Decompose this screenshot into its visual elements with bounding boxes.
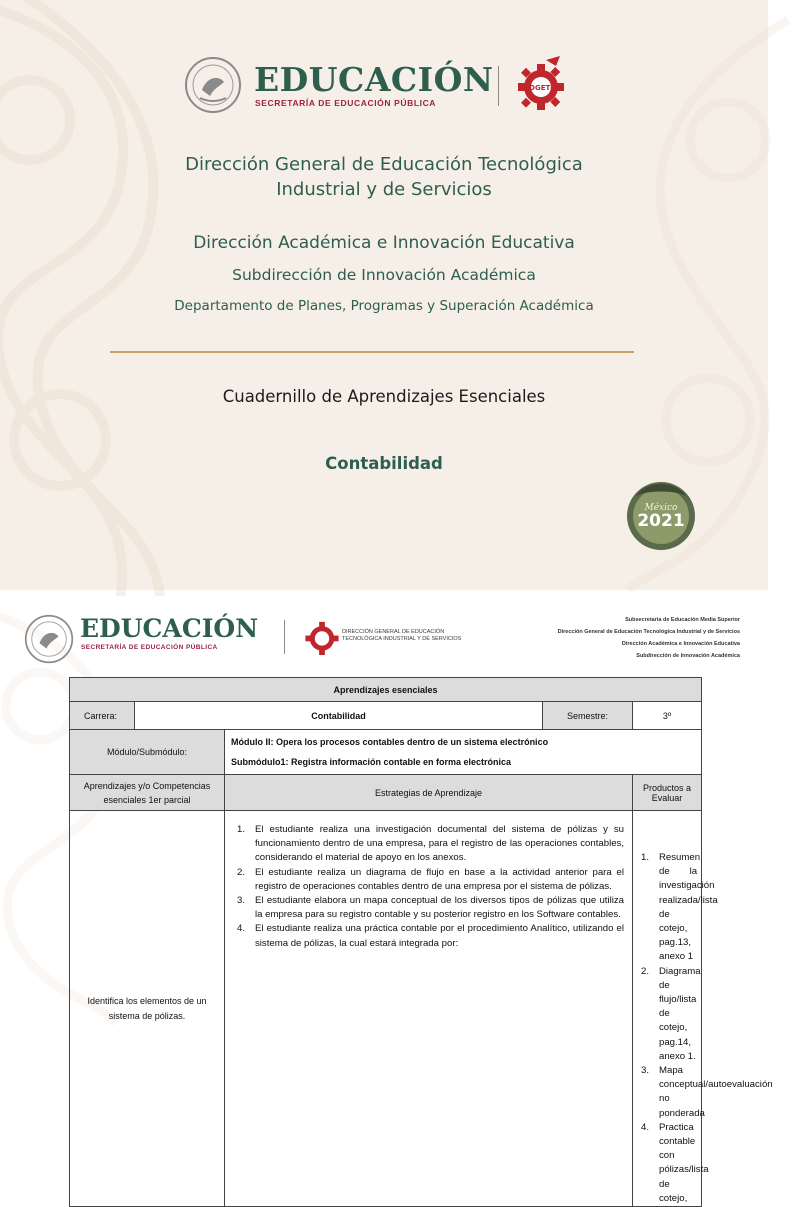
national-seal-icon: [184, 56, 242, 114]
aprendizaje-cell: Identifica los elementos de un sistema de pólizas.: [70, 811, 225, 1207]
right-header-line: Subsecretaría de Educación Media Superior: [625, 617, 740, 623]
productos-list: [639, 851, 773, 1206]
header-divider: [284, 620, 285, 654]
estrategia-text: El estudiante realiza un diagrama de flujo en base a la actividad anterior para el registro de operaciones contables dentro de una empresa por el sistema de pólizas.: [255, 866, 624, 892]
dgeti-gear-logo-icon: [516, 56, 566, 114]
col-header-estrategias: Estrategias de Aprendizaje: [225, 775, 633, 811]
gear-logo-text: DGETI: [529, 84, 553, 92]
item-number: 3.: [237, 895, 246, 907]
brand-subtitle: SECRETARÍA DE EDUCACIÓN PÚBLICA: [81, 644, 218, 651]
brand-wordmark: EDUCACIÓN: [254, 60, 494, 99]
producto-text: Resumen de la investigación realizada/lista de cotejo, pag.13, anexo 1: [659, 852, 718, 963]
dg-small-line-2: TECNOLÓGICA INDUSTRIAL Y DE SERVICIOS: [342, 636, 462, 642]
list-item: [639, 851, 718, 965]
item-number: 1.: [641, 852, 650, 863]
dg-title-line-1: Dirección General de Educación Tecnológica: [185, 154, 583, 175]
item-number: 2.: [641, 965, 650, 977]
content-page: [0, 596, 773, 1204]
list-item: [639, 1121, 709, 1206]
modulo-cell: [225, 730, 702, 775]
cuadernillo-title: Cuadernillo de Aprendizajes Esenciales: [222, 387, 546, 406]
departamento: Departamento de Planes, Programas y Superación Académica: [174, 298, 594, 314]
subdireccion: Subdirección de Innovación Académica: [232, 266, 536, 284]
producto-text: Mapa conceptual/autoevaluación no ponderada: [659, 1065, 773, 1119]
dgeti-gear-logo-icon: [304, 614, 340, 660]
item-number: 2.: [237, 866, 246, 878]
productos-cell: [633, 811, 773, 1207]
list-item: [235, 922, 624, 950]
list-item: [639, 965, 701, 1064]
right-header-line: Dirección Académica e Innovación Educativa: [621, 641, 740, 647]
table-title: Aprendizajes esenciales: [70, 678, 702, 702]
semestre-label: Semestre:: [543, 702, 633, 730]
col-header-aprendizajes: Aprendizajes y/o Competencias esenciales 1er parcial: [70, 775, 225, 811]
semestre-value: 3º: [633, 702, 702, 730]
modulo-label: Módulo/Submódulo:: [70, 730, 225, 775]
producto-text: Practica contable con pólizas/lista de cotejo,: [659, 1121, 709, 1204]
dg-small-title: [342, 629, 482, 643]
estrategia-text: El estudiante realiza una práctica contable por el procedimiento Analítico, utilizando el sistema de pólizas, la cual estará integrada por:: [255, 923, 624, 949]
mexico-year: 2021: [637, 511, 685, 531]
col-header-productos: Productos a Evaluar: [633, 775, 702, 811]
list-item: [639, 1064, 773, 1121]
header-divider: [498, 66, 499, 106]
brand-subtitle: SECRETARÍA DE EDUCACIÓN PÚBLICA: [255, 98, 437, 108]
gold-divider: [110, 351, 634, 353]
right-header-block: [510, 614, 740, 662]
item-number: 4.: [641, 1121, 650, 1133]
item-number: 1.: [237, 824, 246, 835]
item-number: 4.: [237, 923, 246, 935]
estrategias-cell: [225, 811, 633, 1207]
right-header-line: Dirección General de Educación Tecnológica Industrial y de Servicios: [557, 629, 740, 635]
cover-header: [184, 56, 584, 116]
mexico-word: México: [644, 503, 678, 513]
estrategia-text: El estudiante elabora un mapa conceptual de los diversos tipos de pólizas que utiliza la empresa para su registro contable y su posterior registro en los Software contables.: [255, 895, 624, 921]
list-item: [235, 894, 624, 922]
dg-title-line-2: Industrial y de Servicios: [276, 179, 492, 200]
national-seal-icon: [24, 614, 74, 664]
estrategias-list: [235, 823, 624, 951]
direccion-academica: Dirección Académica e Innovación Educativa: [193, 233, 575, 253]
producto-text: Diagrama de flujo/lista de cotejo, pag.14, anexo 1.: [659, 965, 701, 1062]
aprendizajes-table: [69, 677, 773, 1207]
ornament-watermark-icon: [0, 0, 200, 640]
estrategia-text: El estudiante realiza una investigación documental del sistema de pólizas y su funcionamiento dentro de una empresa, para el registro de las operaciones contables, considerando el material de apoyo en los anexos.: [255, 824, 624, 864]
item-number: 3.: [641, 1065, 650, 1077]
list-item: [235, 823, 624, 866]
cover-page: [0, 0, 768, 590]
brand-wordmark: EDUCACIÓN: [80, 614, 259, 643]
carrera-label: Carrera:: [70, 702, 135, 730]
submodulo-value: Submódulo1: Registra información contable en forma electrónica: [231, 757, 512, 767]
right-header-line: Subdirección de Innovación Académica: [636, 653, 740, 659]
carrera-value: Contabilidad: [135, 702, 543, 730]
mexico-2021-logo-icon: [622, 476, 700, 552]
dg-small-line-1: DIRECCIÓN GENERAL DE EDUCACIÓN: [342, 629, 445, 635]
subject-title: Contabilidad: [325, 454, 443, 473]
list-item: [235, 866, 624, 894]
modulo-value: Módulo II: Opera los procesos contables dentro de un sistema electrónico: [231, 737, 549, 747]
